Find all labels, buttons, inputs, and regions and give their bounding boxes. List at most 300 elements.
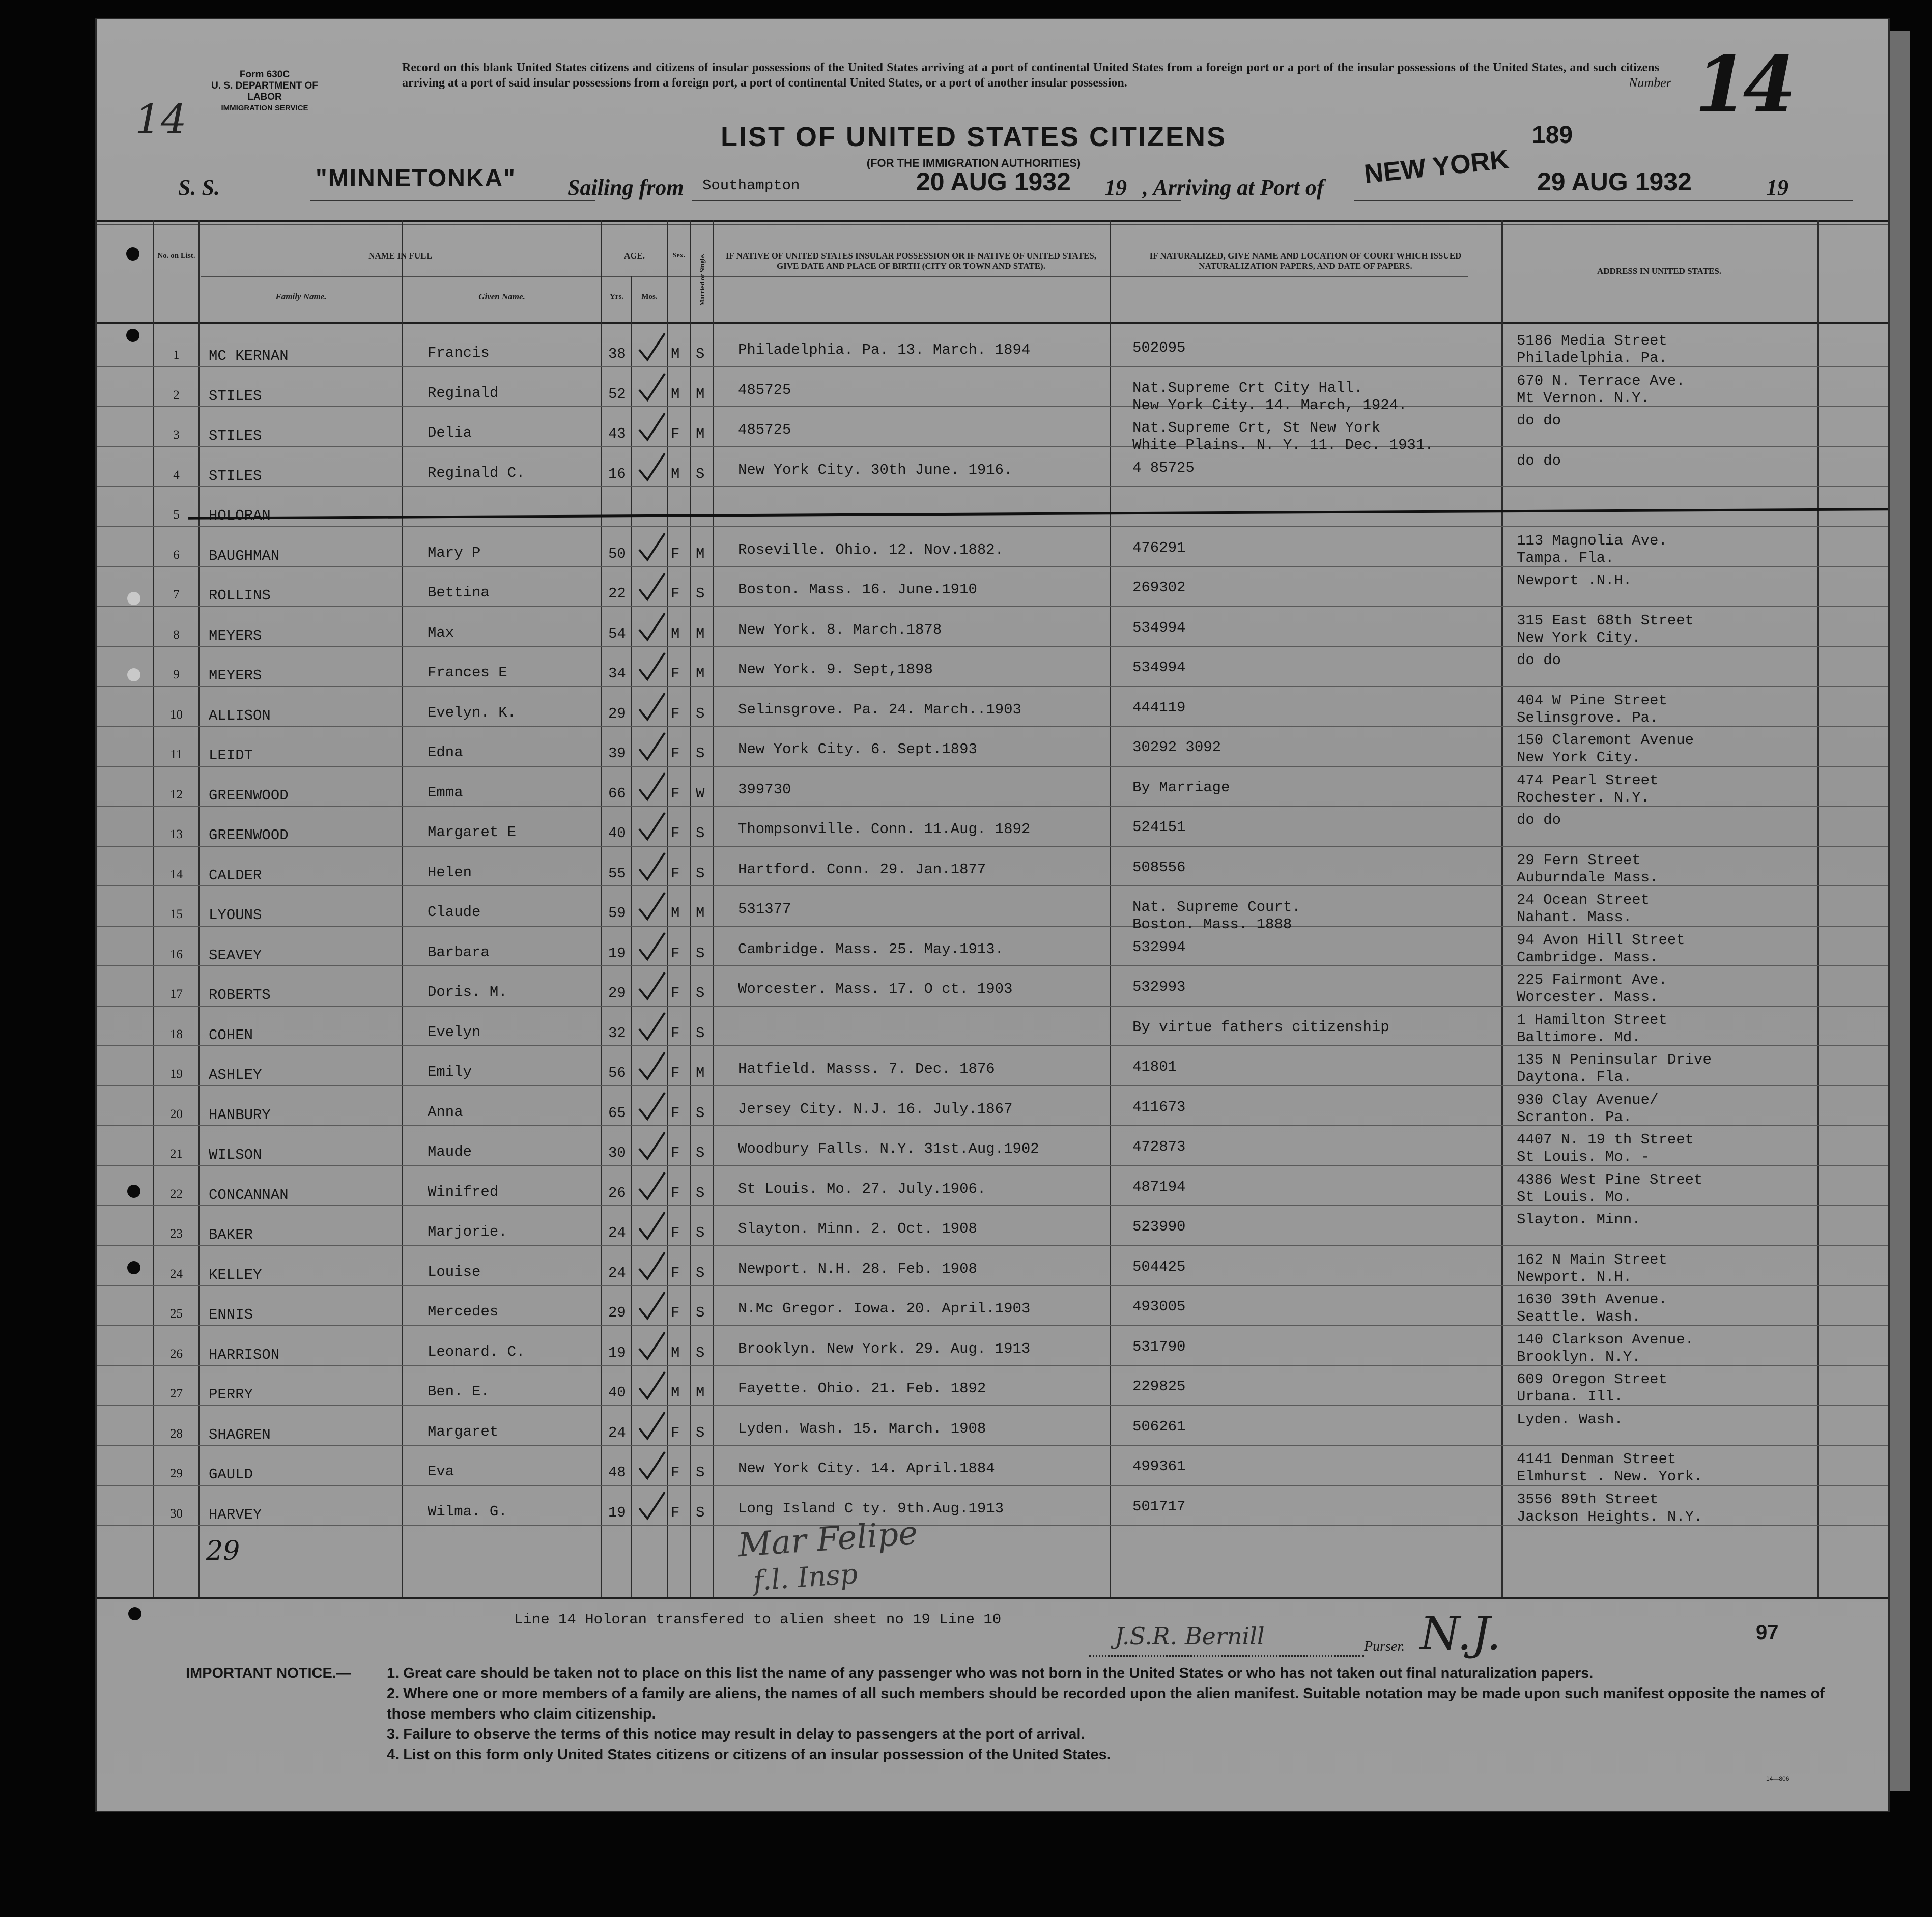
- cell-no: 12: [170, 787, 183, 802]
- check-mark-icon: [636, 1291, 667, 1322]
- notice-title: IMPORTANT NOTICE.—: [186, 1665, 351, 1681]
- page-number: 97: [1756, 1621, 1779, 1644]
- cell-given: Emily: [428, 1064, 472, 1080]
- cell-birth: Selinsgrove. Pa. 24. March..1903: [738, 701, 1021, 718]
- cell-given: Eva: [428, 1463, 454, 1480]
- cell-nat1: 499361: [1132, 1458, 1186, 1475]
- check-mark-icon: [636, 532, 667, 563]
- table-row: [97, 1486, 1888, 1526]
- cell-family: SHAGREN: [209, 1426, 271, 1443]
- cell-birth: Lyden. Wash. 15. March. 1908: [738, 1420, 986, 1437]
- header-no: No. on List.: [157, 252, 195, 260]
- cell-sex: F: [671, 1024, 680, 1042]
- cell-marital: M: [696, 385, 705, 403]
- check-mark-icon: [636, 1092, 667, 1122]
- cell-nat2: White Plains. N. Y. 11. Dec. 1931.: [1132, 437, 1434, 453]
- cell-given: Winifred: [428, 1183, 499, 1200]
- table-row: [97, 767, 1888, 807]
- table-row: [97, 847, 1888, 886]
- cell-family: HARVEY: [209, 1506, 262, 1523]
- cell-sex: F: [671, 705, 680, 722]
- header-months: Mos.: [641, 293, 658, 301]
- cell-age: 24: [608, 1224, 626, 1241]
- cell-addr1: Newport .N.H.: [1517, 572, 1632, 589]
- cell-family: GREENWOOD: [209, 787, 289, 804]
- cell-given: Emma: [428, 784, 463, 801]
- cell-addr1: 150 Claremont Avenue: [1517, 732, 1694, 749]
- cell-addr1: 315 East 68th Street: [1517, 612, 1694, 629]
- check-mark-icon: [636, 772, 667, 803]
- cell-age: 52: [608, 385, 626, 403]
- binder-hole: [128, 1607, 141, 1620]
- cell-given: Frances E: [428, 664, 507, 681]
- cell-age: 34: [608, 665, 626, 682]
- cell-addr1: 1 Hamilton Street: [1517, 1011, 1667, 1028]
- manifest-sheet: [97, 19, 1888, 1811]
- cell-given: Anna: [428, 1103, 463, 1121]
- check-mark-icon: [636, 452, 667, 483]
- cell-age: 48: [608, 1464, 626, 1481]
- cell-addr2: Nahant. Mass.: [1517, 909, 1632, 926]
- cell-no: 22: [170, 1187, 183, 1201]
- cell-addr2: Worcester. Mass.: [1517, 989, 1659, 1006]
- cell-marital: S: [696, 465, 705, 482]
- cell-addr1: Lyden. Wash.: [1517, 1411, 1623, 1428]
- cell-age: 19: [608, 1344, 626, 1361]
- table-row: [97, 1166, 1888, 1206]
- cell-addr2: St Louis. Mo.: [1517, 1188, 1632, 1206]
- table-row: [97, 1406, 1888, 1446]
- cell-given: Evelyn: [428, 1023, 481, 1041]
- cell-birth: 531377: [738, 901, 791, 918]
- cell-age: 59: [608, 905, 626, 922]
- check-mark-icon: [636, 812, 667, 842]
- cell-sex: F: [671, 985, 680, 1002]
- cell-no: 5: [173, 508, 180, 522]
- cell-family: KELLEY: [209, 1266, 262, 1283]
- cell-no: 1: [173, 348, 180, 362]
- cell-addr1: do do: [1517, 452, 1561, 469]
- cell-birth: Jersey City. N.J. 16. July.1867: [738, 1100, 1013, 1118]
- cell-given: Wilma. G.: [428, 1503, 507, 1520]
- cell-sex: F: [671, 425, 680, 442]
- form-number: Form 630C: [239, 69, 290, 80]
- table-row: [97, 1366, 1888, 1406]
- notice-item-1: 1. Great care should be taken not to place on this list the name of any passenger who was not born in the United States or who has not taken out final naturalization papers.: [387, 1665, 1594, 1681]
- table-row: [97, 487, 1888, 527]
- check-mark-icon: [636, 852, 667, 882]
- check-mark-icon: [636, 732, 667, 762]
- cell-age: 29: [608, 985, 626, 1002]
- cell-birth: New York City. 6. Sept.1893: [738, 741, 977, 758]
- cell-age: 66: [608, 785, 626, 802]
- cell-addr1: 24 Ocean Street: [1517, 892, 1650, 908]
- cell-addr2: Baltimore. Md.: [1517, 1028, 1641, 1046]
- cell-nat1: 502095: [1132, 339, 1186, 356]
- cell-addr2: Daytona. Fla.: [1517, 1069, 1632, 1085]
- cell-no: 24: [170, 1267, 183, 1281]
- cell-age: 50: [608, 545, 626, 562]
- cell-addr1: 609 Oregon Street: [1517, 1371, 1667, 1388]
- cell-birth: 485725: [738, 421, 791, 438]
- cell-given: Margaret: [428, 1423, 499, 1440]
- cell-sex: F: [671, 1464, 680, 1481]
- cell-no: 8: [173, 627, 180, 642]
- cell-family: BAKER: [209, 1226, 253, 1243]
- cell-given: Mercedes: [428, 1303, 499, 1320]
- cell-no: 6: [173, 548, 180, 562]
- cell-nat1: 476291: [1132, 539, 1186, 556]
- cell-family: COHEN: [209, 1026, 253, 1044]
- cell-nat1: 411673: [1132, 1098, 1186, 1115]
- cell-marital: M: [696, 1384, 705, 1401]
- cell-addr2: New York City.: [1517, 749, 1641, 766]
- cell-nat1: 487194: [1132, 1178, 1186, 1195]
- purser-label: Purser.: [1364, 1639, 1405, 1654]
- cell-family: PERRY: [209, 1386, 253, 1403]
- table-row: [97, 886, 1888, 933]
- cell-sex: F: [671, 785, 680, 802]
- cell-nat1: 444119: [1132, 699, 1186, 716]
- cell-marital: S: [696, 585, 705, 602]
- table-row: [97, 687, 1888, 727]
- cell-family: BAUGHMAN: [209, 547, 280, 564]
- cell-addr1: 1630 39th Avenue.: [1517, 1291, 1667, 1308]
- cell-birth: Hartford. Conn. 29. Jan.1877: [738, 861, 986, 878]
- cell-age: 30: [608, 1145, 626, 1161]
- cell-addr2: Tampa. Fla.: [1517, 549, 1614, 566]
- cell-nat1: 523990: [1132, 1218, 1186, 1235]
- cell-nat1: 41801: [1132, 1058, 1177, 1075]
- cell-addr1: 162 N Main Street: [1517, 1251, 1667, 1268]
- cell-nat1: 524151: [1132, 819, 1186, 836]
- cell-addr1: 135 N Peninsular Drive: [1517, 1051, 1712, 1068]
- cell-marital: S: [696, 346, 705, 362]
- cell-birth: Woodbury Falls. N.Y. 31st.Aug.1902: [738, 1140, 1039, 1157]
- table-row: [97, 527, 1888, 567]
- cell-sex: M: [671, 385, 680, 403]
- check-mark-icon: [636, 1451, 667, 1481]
- cell-marital: S: [696, 1224, 705, 1241]
- cell-no: 18: [170, 1027, 183, 1041]
- cell-addr2: St Louis. Mo. -: [1517, 1149, 1650, 1165]
- cell-marital: S: [696, 745, 705, 762]
- cell-marital: S: [696, 1504, 705, 1521]
- table-row: [97, 1206, 1888, 1246]
- cell-birth: Worcester. Mass. 17. O ct. 1903: [738, 981, 1013, 997]
- cell-given: Claude: [428, 904, 481, 921]
- table-row: [97, 447, 1888, 487]
- table-row: [97, 1007, 1888, 1046]
- cell-addr2: Seattle. Wash.: [1517, 1308, 1641, 1325]
- cell-given: Reginald C.: [428, 464, 525, 481]
- cell-family: LYOUNS: [209, 907, 262, 924]
- cell-nat1: 532994: [1132, 938, 1186, 956]
- ship-name: "MINNETONKA": [316, 165, 516, 192]
- page-stamp-number: 189: [1532, 122, 1573, 149]
- table-row: [97, 807, 1888, 846]
- header-naturalized: IF NATURALIZED, GIVE NAME AND LOCATION OF COURT WHICH ISSUED NATURALIZATION PAPERS, AND DATE OF PAPERS.: [1149, 251, 1462, 271]
- cell-marital: S: [696, 1184, 705, 1201]
- cell-no: 11: [170, 748, 183, 761]
- check-mark-icon: [636, 1211, 667, 1242]
- cell-nat1: 508556: [1132, 859, 1186, 876]
- check-mark-icon: [636, 1331, 667, 1362]
- check-mark-icon: [636, 932, 667, 962]
- table-row: [97, 1286, 1888, 1326]
- cell-nat1: 534994: [1132, 659, 1186, 676]
- table-row: [97, 607, 1888, 647]
- cell-sex: F: [671, 945, 680, 962]
- cell-marital: S: [696, 1424, 705, 1441]
- cell-sex: F: [671, 1264, 680, 1281]
- table-row: [97, 407, 1888, 453]
- cell-sex: F: [671, 1224, 680, 1241]
- cell-no: 16: [170, 947, 183, 961]
- cell-addr1: 225 Fairmont Ave.: [1517, 971, 1667, 988]
- cell-no: 3: [173, 428, 180, 442]
- cell-marital: S: [696, 1145, 705, 1161]
- header-name-in-full: NAME IN FULL: [368, 251, 432, 261]
- cell-nat2: Boston. Mass. 1888: [1132, 916, 1292, 933]
- check-mark-icon: [636, 1051, 667, 1082]
- cell-given: Evelyn. K.: [428, 704, 517, 721]
- cell-family: HARRISON: [209, 1346, 280, 1363]
- check-mark-icon: [636, 1411, 667, 1442]
- page-title: LIST OF UNITED STATES CITIZENS: [721, 122, 1227, 152]
- cell-age: 24: [608, 1264, 626, 1281]
- cell-addr2: Auburndale Mass.: [1517, 869, 1659, 886]
- check-mark-icon: [636, 892, 667, 922]
- cell-given: Mary P: [428, 544, 481, 561]
- cell-sex: F: [671, 865, 680, 882]
- cell-given: Margaret E: [428, 824, 517, 841]
- cell-addr1: 670 N. Terrace Ave.: [1517, 372, 1685, 389]
- cell-nat1: 501717: [1132, 1498, 1186, 1515]
- cell-age: 38: [608, 346, 626, 362]
- table-row: [97, 367, 1888, 414]
- table-row: [97, 1126, 1888, 1166]
- header-given-name: Given Name.: [478, 292, 525, 301]
- cell-family: ALLISON: [209, 707, 271, 724]
- transfer-note: Line 14 Holoran transfered to alien sheet no 19 Line 10: [514, 1611, 1002, 1628]
- table-row: [97, 1326, 1888, 1366]
- form-instructions: Record on this blank United States citizens and citizens of insular possessions of the United States arriving at a port of continental United States from a foreign port or a port of the insular possessions of the United States, and such citizens arriving at a port of said insular possessions from a foreign port, a port of continental United States, or a port of another insular possession.: [402, 61, 1659, 90]
- cell-given: Ben. E.: [428, 1383, 490, 1400]
- cell-birth: Brooklyn. New York. 29. Aug. 1913: [738, 1340, 1031, 1357]
- cell-family: SEAVEY: [209, 947, 262, 964]
- sailing-port: Southampton: [702, 177, 800, 194]
- purser-signature: J.S.R. Bernill: [1115, 1622, 1265, 1650]
- check-mark-icon: [636, 373, 667, 403]
- cell-marital: M: [696, 545, 705, 562]
- cell-marital: M: [696, 1065, 705, 1081]
- ss-label: S. S.: [178, 175, 220, 200]
- cell-given: Maude: [428, 1143, 472, 1160]
- cell-family: STILES: [209, 427, 262, 444]
- cell-age: 55: [608, 865, 626, 882]
- cell-birth: 399730: [738, 781, 791, 798]
- cell-no: 21: [170, 1147, 183, 1161]
- cell-addr1: Slayton. Minn.: [1517, 1211, 1641, 1228]
- cell-addr2: New York City.: [1517, 629, 1641, 646]
- cell-birth: Newport. N.H. 28. Feb. 1908: [738, 1260, 977, 1277]
- cell-age: 24: [608, 1424, 626, 1441]
- table-row: [97, 1046, 1888, 1086]
- cell-nat1: 30292 3092: [1132, 739, 1221, 756]
- cell-nat1: By virtue fathers citizenship: [1132, 1018, 1389, 1036]
- cell-addr1: 5186 Media Street: [1517, 332, 1667, 349]
- cell-sex: M: [671, 905, 680, 922]
- check-mark-icon: [636, 612, 667, 643]
- cell-sex: M: [671, 465, 680, 482]
- cell-addr1: 4386 West Pine Street: [1517, 1171, 1703, 1188]
- cell-nat1: 493005: [1132, 1298, 1186, 1315]
- header-birth: IF NATIVE OF UNITED STATES INSULAR POSSESSION OR IF NATIVE OF UNITED STATES, GIVE DATE AND PLACE OF BIRTH (CITY OR TOWN AND STATE).: [725, 251, 1097, 271]
- cell-addr1: 94 Avon Hill Street: [1517, 931, 1685, 949]
- cell-addr1: 930 Clay Avenue/: [1517, 1091, 1659, 1108]
- cell-age: 56: [608, 1065, 626, 1081]
- check-mark-icon: [636, 1131, 667, 1162]
- cell-sex: F: [671, 1145, 680, 1161]
- cell-sex: F: [671, 665, 680, 682]
- cell-family: GAULD: [209, 1466, 253, 1483]
- cell-addr2: Urbana. Ill.: [1517, 1388, 1623, 1405]
- cell-marital: S: [696, 1264, 705, 1281]
- cell-family: HOLORAN: [209, 507, 271, 524]
- cell-no: 23: [170, 1227, 183, 1241]
- cell-age: 19: [608, 945, 626, 962]
- cell-family: ASHLEY: [209, 1067, 262, 1083]
- cell-no: 19: [170, 1067, 183, 1081]
- cell-given: Edna: [428, 744, 463, 761]
- cell-no: 17: [170, 987, 183, 1001]
- cell-no: 14: [170, 867, 183, 881]
- cell-addr2: Mt Vernon. N.Y.: [1517, 389, 1650, 407]
- cell-marital: S: [696, 945, 705, 962]
- check-mark-icon: [636, 1371, 667, 1401]
- cell-age: 40: [608, 825, 626, 842]
- table-row: [97, 1246, 1888, 1286]
- cell-addr2: Elmhurst . New. York.: [1517, 1468, 1703, 1485]
- cell-no: 29: [170, 1467, 183, 1480]
- check-mark-icon: [636, 1012, 667, 1042]
- notice-item-2: 2. Where one or more members of a family are aliens, the names of all such members should be recorded upon the alien manifest. Suitable notation may be made upon such manifest opposite the names of those members who claim citizenship.: [387, 1685, 1825, 1722]
- cell-birth: New York. 8. March.1878: [738, 621, 942, 638]
- cell-birth: Slayton. Minn. 2. Oct. 1908: [738, 1220, 977, 1237]
- cell-addr1: 4141 Denman Street: [1517, 1451, 1677, 1468]
- cell-sex: F: [671, 1424, 680, 1441]
- cell-no: 13: [170, 827, 183, 841]
- cell-given: Francis: [428, 345, 490, 361]
- cell-no: 30: [170, 1506, 183, 1521]
- cell-no: 10: [170, 707, 183, 722]
- cell-birth: St Louis. Mo. 27. July.1906.: [738, 1180, 986, 1197]
- cell-addr1: 113 Magnolia Ave.: [1517, 532, 1667, 549]
- cell-birth: New York. 9. Sept,1898: [738, 661, 933, 678]
- cell-age: 54: [608, 625, 626, 642]
- cell-sex: M: [671, 346, 680, 362]
- cell-addr2: Philadelphia. Pa.: [1517, 350, 1667, 366]
- cell-sex: F: [671, 1184, 680, 1201]
- cell-family: ROLLINS: [209, 587, 271, 604]
- notice-item-3: 3. Failure to observe the terms of this notice may result in delay to passengers at the port of arrival.: [387, 1726, 1085, 1742]
- tally-number: 29: [206, 1536, 240, 1566]
- cell-given: Bettina: [428, 584, 490, 601]
- sailing-label: Sailing from: [567, 175, 684, 200]
- cell-given: Doris. M.: [428, 984, 507, 1000]
- cell-nat1: 4 85725: [1132, 459, 1195, 476]
- cell-addr1: do do: [1517, 412, 1561, 429]
- cell-family: MEYERS: [209, 627, 262, 644]
- table-row: [97, 927, 1888, 966]
- cell-birth: Hatfield. Masss. 7. Dec. 1876: [738, 1061, 995, 1077]
- table-row: [97, 727, 1888, 766]
- cell-addr1: 404 W Pine Street: [1517, 692, 1667, 709]
- cell-marital: S: [696, 1464, 705, 1481]
- cell-birth: Philadelphia. Pa. 13. March. 1894: [738, 341, 1031, 358]
- cell-nat1: By Marriage: [1132, 779, 1230, 796]
- check-mark-icon: [636, 572, 667, 603]
- cell-nat1: Nat. Supreme Court.: [1132, 899, 1301, 915]
- cell-addr1: do do: [1517, 652, 1561, 669]
- cell-addr2: Scranton. Pa.: [1517, 1108, 1632, 1126]
- cell-addr2: Rochester. N.Y.: [1517, 789, 1650, 806]
- table-row: [97, 327, 1888, 367]
- cell-sex: F: [671, 585, 680, 602]
- cell-nat1: 472873: [1132, 1138, 1186, 1155]
- cell-no: 2: [173, 388, 180, 402]
- cell-given: Reginald: [428, 384, 499, 402]
- check-mark-icon: [636, 971, 667, 1002]
- cell-no: 28: [170, 1426, 183, 1441]
- cell-addr2: Newport. N.H.: [1517, 1268, 1632, 1285]
- cell-marital: S: [696, 1344, 705, 1361]
- cell-sex: F: [671, 1065, 680, 1081]
- notice-item-4: 4. List on this form only United States citizens or citizens of an insular possession of the United States.: [387, 1747, 1111, 1763]
- cell-age: 26: [608, 1184, 626, 1201]
- number-label: Number: [1629, 75, 1671, 90]
- cell-birth: N.Mc Gregor. Iowa. 20. April.1903: [738, 1300, 1031, 1317]
- cell-age: 65: [608, 1104, 626, 1122]
- cell-marital: S: [696, 825, 705, 842]
- cell-addr2: Selinsgrove. Pa.: [1517, 709, 1659, 726]
- cell-age: 16: [608, 465, 626, 482]
- cell-given: Louise: [428, 1263, 481, 1280]
- cell-nat1: 504425: [1132, 1258, 1186, 1275]
- cell-nat2: New York City. 14. March, 1924.: [1132, 396, 1407, 414]
- cell-sex: F: [671, 745, 680, 762]
- cell-given: Leonard. C.: [428, 1343, 525, 1360]
- cell-age: 32: [608, 1024, 626, 1042]
- purser-initials: N.J.: [1420, 1607, 1501, 1661]
- header-address: ADDRESS IN UNITED STATES.: [1597, 266, 1722, 276]
- cell-sex: M: [671, 625, 680, 642]
- header-age: AGE.: [623, 251, 645, 261]
- cell-marital: M: [696, 665, 705, 682]
- cell-no: 26: [170, 1347, 183, 1361]
- cell-nat1: Nat.Supreme Crt City Hall.: [1132, 379, 1363, 396]
- cell-birth: Roseville. Ohio. 12. Nov.1882.: [738, 541, 1004, 558]
- check-mark-icon: [636, 332, 667, 363]
- cell-family: LEIDT: [209, 747, 253, 764]
- header-sex: Sex.: [672, 252, 686, 260]
- year-label-2: 19: [1766, 175, 1788, 200]
- cell-addr1: 474 Pearl Street: [1517, 771, 1659, 789]
- cell-sex: F: [671, 1304, 680, 1321]
- cell-family: CALDER: [209, 867, 262, 884]
- check-mark-icon: [636, 1251, 667, 1282]
